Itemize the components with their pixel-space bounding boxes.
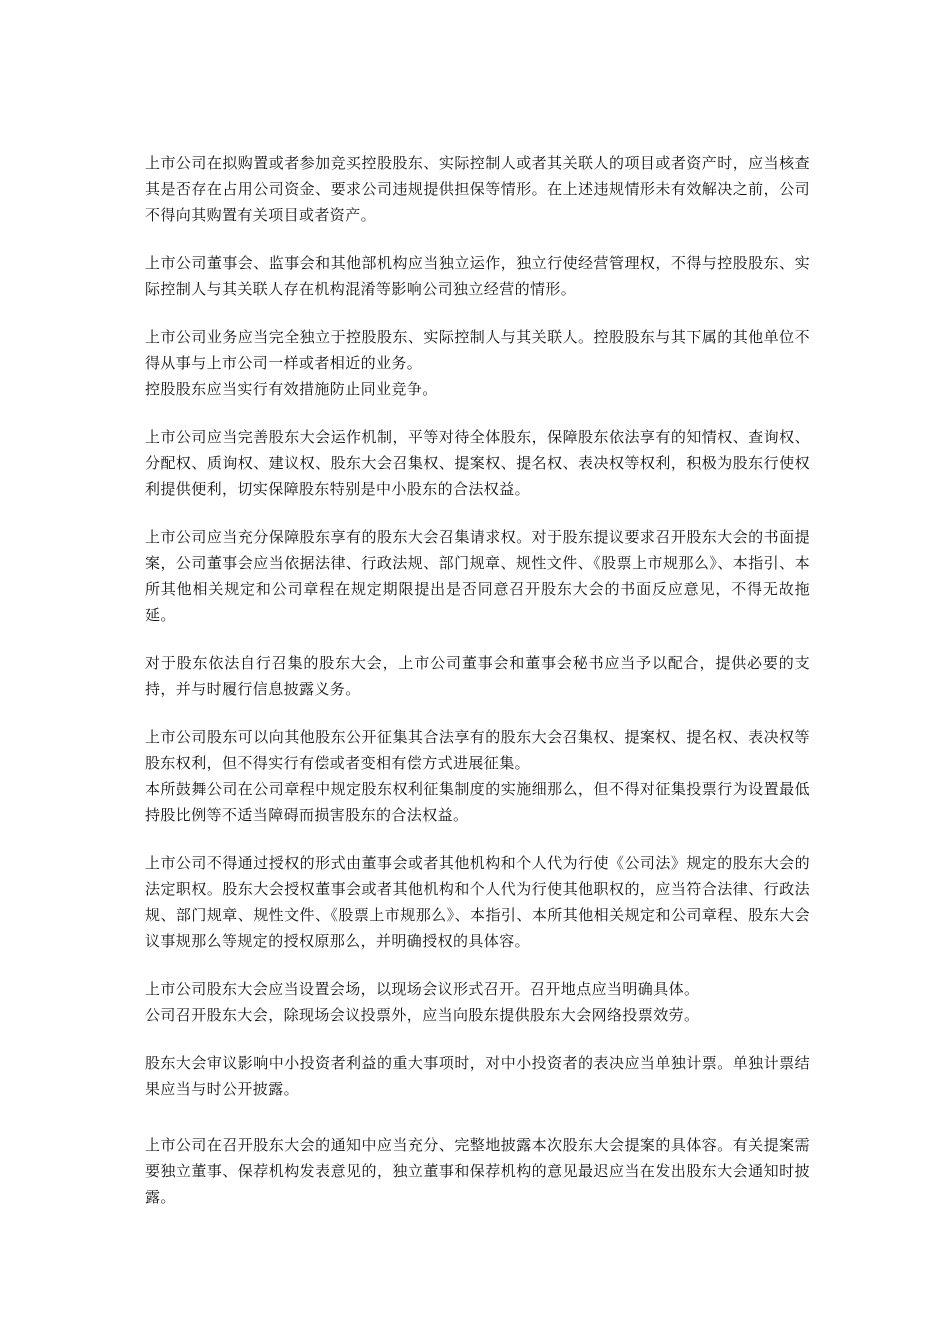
paragraph-text: 对于股东依法自行召集的股东大会，上市公司董事会和董事会秘书应当予以配合，提供必要的支持，并与时履行信息披露义务。 [145, 654, 810, 698]
paragraph-1 [145, 150, 810, 228]
paragraph-5 [145, 524, 810, 628]
paragraph-text: 上市公司股东可以向其他股东公开征集其合法享有的股东大会召集权、提案权、提名权、表决权等股东权利，但不得实行有偿或者变相有偿方式进展征集。 [145, 728, 810, 772]
paragraph-text: 上市公司应当完善股东大会运作机制，平等对待全体股东，保障股东依法享有的知情权、查询权、分配权、质询权、建议权、股东大会召集权、提案权、提名权、表决权等权利，积极为股东行使权利提供便利，切实保障股东特别是中小股东的合法权益。 [145, 428, 810, 498]
paragraph-text: 上市公司董事会、监事会和其他部机构应当独立运作，独立行使经营管理权，不得与控股股东、实际控制人与其关联人存在机构混淆等影响公司独立经营的情形。 [145, 254, 810, 298]
paragraph-text: 本所鼓舞公司在公司章程中规定股东权利征集制度的实施细那么，但不得对征集投票行为设置最低持股比例等不适当障碍而损害股东的合法权益。 [145, 780, 810, 824]
paragraph-text: 上市公司在召开股东大会的通知中应当充分、完整地披露本次股东大会提案的具体容。有关提案需要独立董事、保荐机构发表意见的，独立董事和保荐机构的意见最迟应当在发出股东大会通知时披露。 [145, 1136, 810, 1206]
paragraph-text: 上市公司不得通过授权的形式由董事会或者其他机构和个人代为行使《公司法》规定的股东大会的法定职权。股东大会授权董事会或者其他机构和个人代为行使其他职权的，应当符合法律、行政法规、部门规章、规性文件、《股票上市规那么》、本指引、本所其他相关规定和公司章程、股东大会议事规那么等规定的授权原那么，并明确授权的具体容。 [145, 854, 810, 950]
document-body [145, 150, 810, 1232]
paragraph-9 [145, 976, 810, 1028]
paragraph-10 [145, 1050, 810, 1102]
paragraph-2 [145, 250, 810, 302]
paragraph-6 [145, 650, 810, 702]
paragraph-text: 上市公司股东大会应当设置会场，以现场会议形式召开。召开地点应当明确具体。 [145, 980, 700, 998]
paragraph-text: 控股股东应当实行有效措施防止同业竞争。 [145, 380, 438, 398]
paragraph-3 [145, 324, 810, 402]
paragraph-8 [145, 850, 810, 954]
paragraph-text: 上市公司应当充分保障股东享有的股东大会召集请求权。对于股东提议要求召开股东大会的书面提案，公司董事会应当依据法律、行政法规、部门规章、规性文件、《股票上市规那么》、本指引、本所其他相关规定和公司章程在规定期限提出是否同意召开股东大会的书面反应意见，不得无故拖延。 [145, 528, 810, 624]
paragraph-7 [145, 724, 810, 828]
paragraph-4 [145, 424, 810, 502]
paragraph-text: 公司召开股东大会，除现场会议投票外，应当向股东提供股东大会网络投票效劳。 [145, 1006, 700, 1024]
paragraph-11 [145, 1132, 810, 1210]
paragraph-text: 股东大会审议影响中小投资者利益的重大事项时，对中小投资者的表决应当单独计票。单独计票结果应当与时公开披露。 [145, 1054, 810, 1098]
paragraph-text: 上市公司业务应当完全独立于控股股东、实际控制人与其关联人。控股股东与其下属的其他单位不得从事与上市公司一样或者相近的业务。 [145, 328, 810, 372]
paragraph-text: 上市公司在拟购置或者参加竞买控股股东、实际控制人或者其关联人的项目或者资产时，应当核查其是否存在占用公司资金、要求公司违规提供担保等情形。在上述违规情形未有效解决之前，公司不得向其购置有关项目或者资产。 [145, 154, 810, 224]
